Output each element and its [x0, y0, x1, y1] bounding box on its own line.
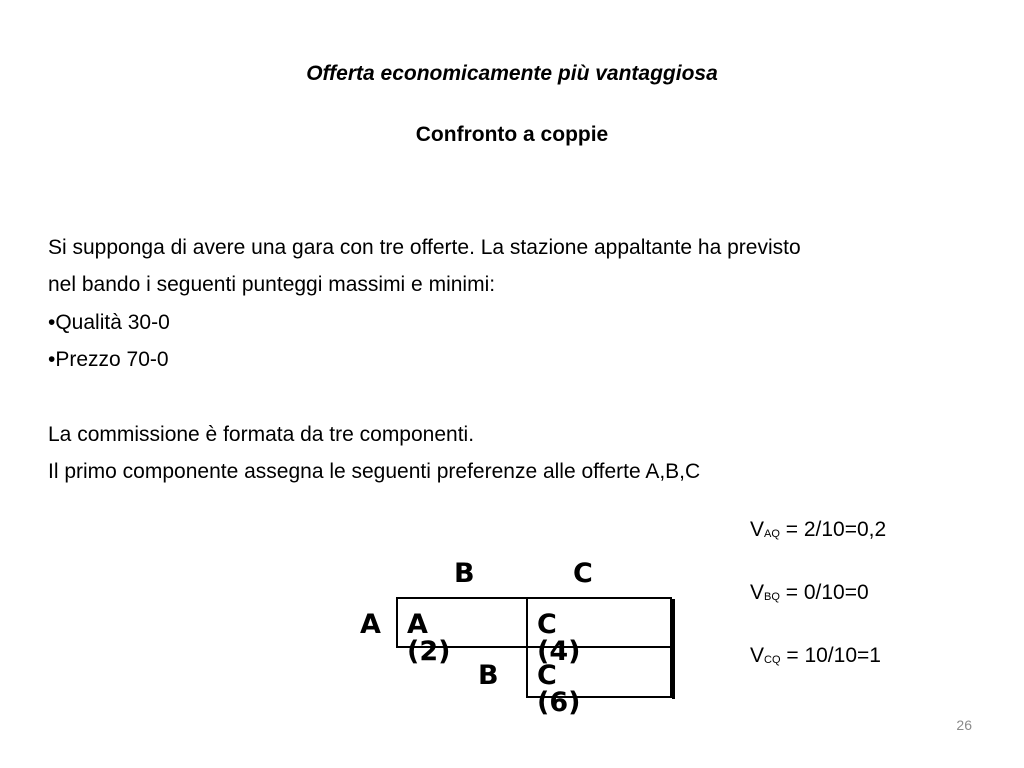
cell-a-b-value: A (2) — [407, 609, 451, 667]
row-header-a: A — [360, 609, 381, 640]
cell-a-c-value: C (4) — [537, 609, 581, 667]
slide-subtitle: Confronto a coppie — [415, 123, 609, 146]
value-b-quality — [750, 581, 869, 605]
blank-line — [48, 379, 988, 416]
paragraph-line: La commissione è formata da tre componenti. — [48, 423, 475, 447]
col-header-b: B — [454, 558, 475, 589]
value-symbol: V — [750, 644, 765, 667]
paragraph-line: Il primo componente assegna le seguenti preferenze alle offerte A,B,C — [48, 460, 701, 484]
matrix-shadow — [672, 599, 675, 699]
value-symbol: V — [750, 581, 765, 604]
value-subscript: CQ — [764, 654, 781, 666]
paragraph-line: nel bando i seguenti punteggi massimi e minimi: — [48, 273, 496, 297]
col-header-c: C — [573, 558, 593, 589]
value-formula: = 2/10=0,2 — [779, 518, 887, 541]
value-subscript: AQ — [764, 528, 780, 540]
value-formula: = 10/10=1 — [780, 644, 881, 667]
value-subscript: BQ — [764, 591, 780, 603]
row-header-b: B — [478, 660, 499, 691]
paragraph-line: Si supponga di avere una gara con tre offerte. La stazione appaltante ha previsto — [48, 236, 801, 259]
value-a-quality — [750, 518, 886, 542]
slide-title: Offerta economicamente più vantaggiosa — [306, 62, 718, 85]
cell-b-c-value: C (6) — [537, 660, 581, 718]
page-number: 26 — [956, 717, 972, 733]
bullet-price: •Prezzo 70-0 — [48, 348, 169, 372]
body-text — [48, 229, 988, 491]
value-symbol: V — [750, 518, 765, 541]
value-c-quality — [750, 644, 881, 668]
value-formula: = 0/10=0 — [779, 581, 869, 604]
bullet-quality: •Qualità 30-0 — [48, 310, 170, 334]
